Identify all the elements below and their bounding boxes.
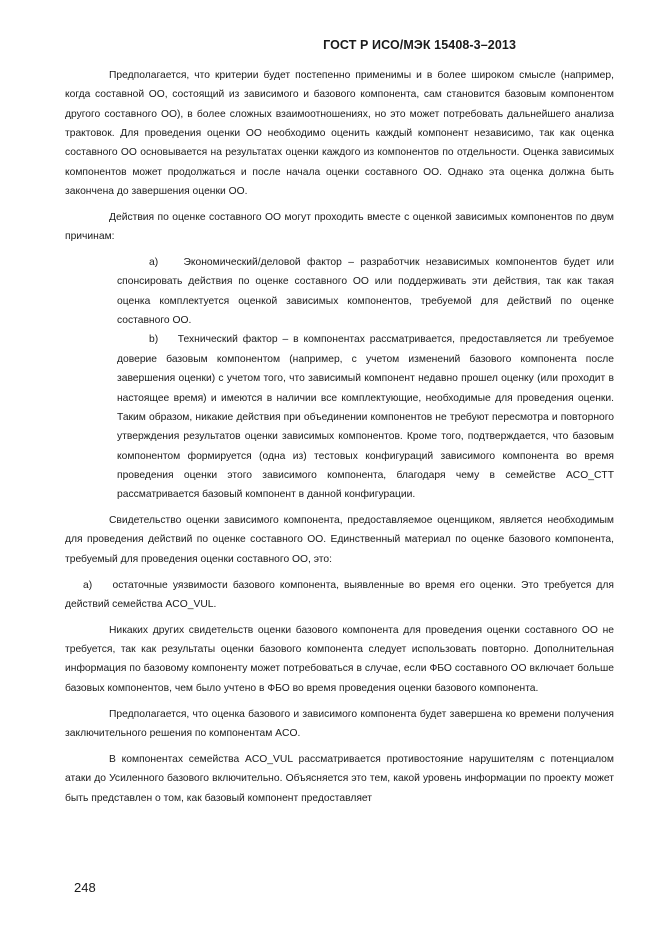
paragraph: Предполагается, что оценка базового и зависимого компонента будет завершена ко времени получения заключительного решения по компонентам ACO. [65, 708, 614, 739]
paragraph: Действия по оценке составного ОО могут проходить вместе с оценкой зависимых компонентов по двум причинам: [65, 211, 614, 243]
document-header: ГОСТ Р ИСО/МЭК 15408-3–2013 [323, 38, 516, 52]
paragraph: В компонентах семейства ACO_VUL рассматривается противостояние нарушителям с потенциалом атаки до Усиленного базового включительно. Объясняется это тем, какой уровень информации по проекту может быть представлен о том, как базовый компонент предоставляет [65, 753, 614, 804]
paragraph: Предполагается, что критерии будет постепенно применимы и в более широком смысле (например, когда составной ОО, состоящий из зависимого и базового компонента, сам становится базовым компонентом другого составного ОО), в более сложных взаимоотношениях, но это может потребовать дальнейшего анализа трактовок. Для проведения оценки ОО необходимо оценить каждый компонент независимо, так как оценка составного ОО основывается на результатах оценки каждого из компонентов по отдельности. Оценка зависимых компонентов может продолжаться и после начала оценки составного ОО. Однако эта оценка должна быть закончена до завершения оценки ОО. [65, 70, 614, 198]
list-item: a) остаточные уязвимости базового компонента, выявленные во время его оценки. Это требуется для действий семейства ACO_VUL. [65, 579, 614, 610]
paragraph: Никаких других свидетельств оценки базового компонента для проведения оценки составного ОО не требуется, так как результаты оценки базового компонента следует использовать повторно. Дополнительная информация по базовому компоненту может потребоваться в случае, если ФБО составного ОО включает больше базовых компонентов, чем было учтено в ФБО во время проведения оценки базового компонента. [65, 624, 614, 694]
body-text [65, 66, 614, 814]
page-number: 248 [74, 880, 96, 895]
list-item: a) Экономический/деловой фактор – разработчик независимых компонентов будет или спонсировать действия по оценке составного ОО или поддерживать эти действия, так как такая оценка комплектуется оценкой зависимых компонентов, требуемой для действий по оценке составного ОО. [117, 257, 614, 327]
paragraph: Свидетельство оценки зависимого компонента, предоставляемое оценщиком, является необходимым для проведения действий по оценке составного ОО. Единственный материал по оценке базового компонента, требуемый для проведения оценки составного ОО, это: [65, 515, 614, 565]
list-item: b) Технический фактор – в компонентах рассматривается, предоставляется ли требуемое доверие базовым компонентом (например, с учетом изменений базового компонента после завершения оценки) с учетом того, что зависимый компонент недавно прошел оценку (или проходит в настоящее время) и имеются в наличии все комплектующие, необходимые для проведения оценки. Таким образом, никакие действия при объединении компонентов не требуют пересмотра и повторного утверждения результатов оценки зависимых компонентов. Кроме того, подтверждается, что базовым компонентом формируется (одна из) тестовых конфигураций зависимого компонента во время проведения оценки этого зависимого компонента, благодаря чему в семействе ACO_CTT рассматривается базовый компонент в данной конфигурации. [117, 334, 614, 501]
